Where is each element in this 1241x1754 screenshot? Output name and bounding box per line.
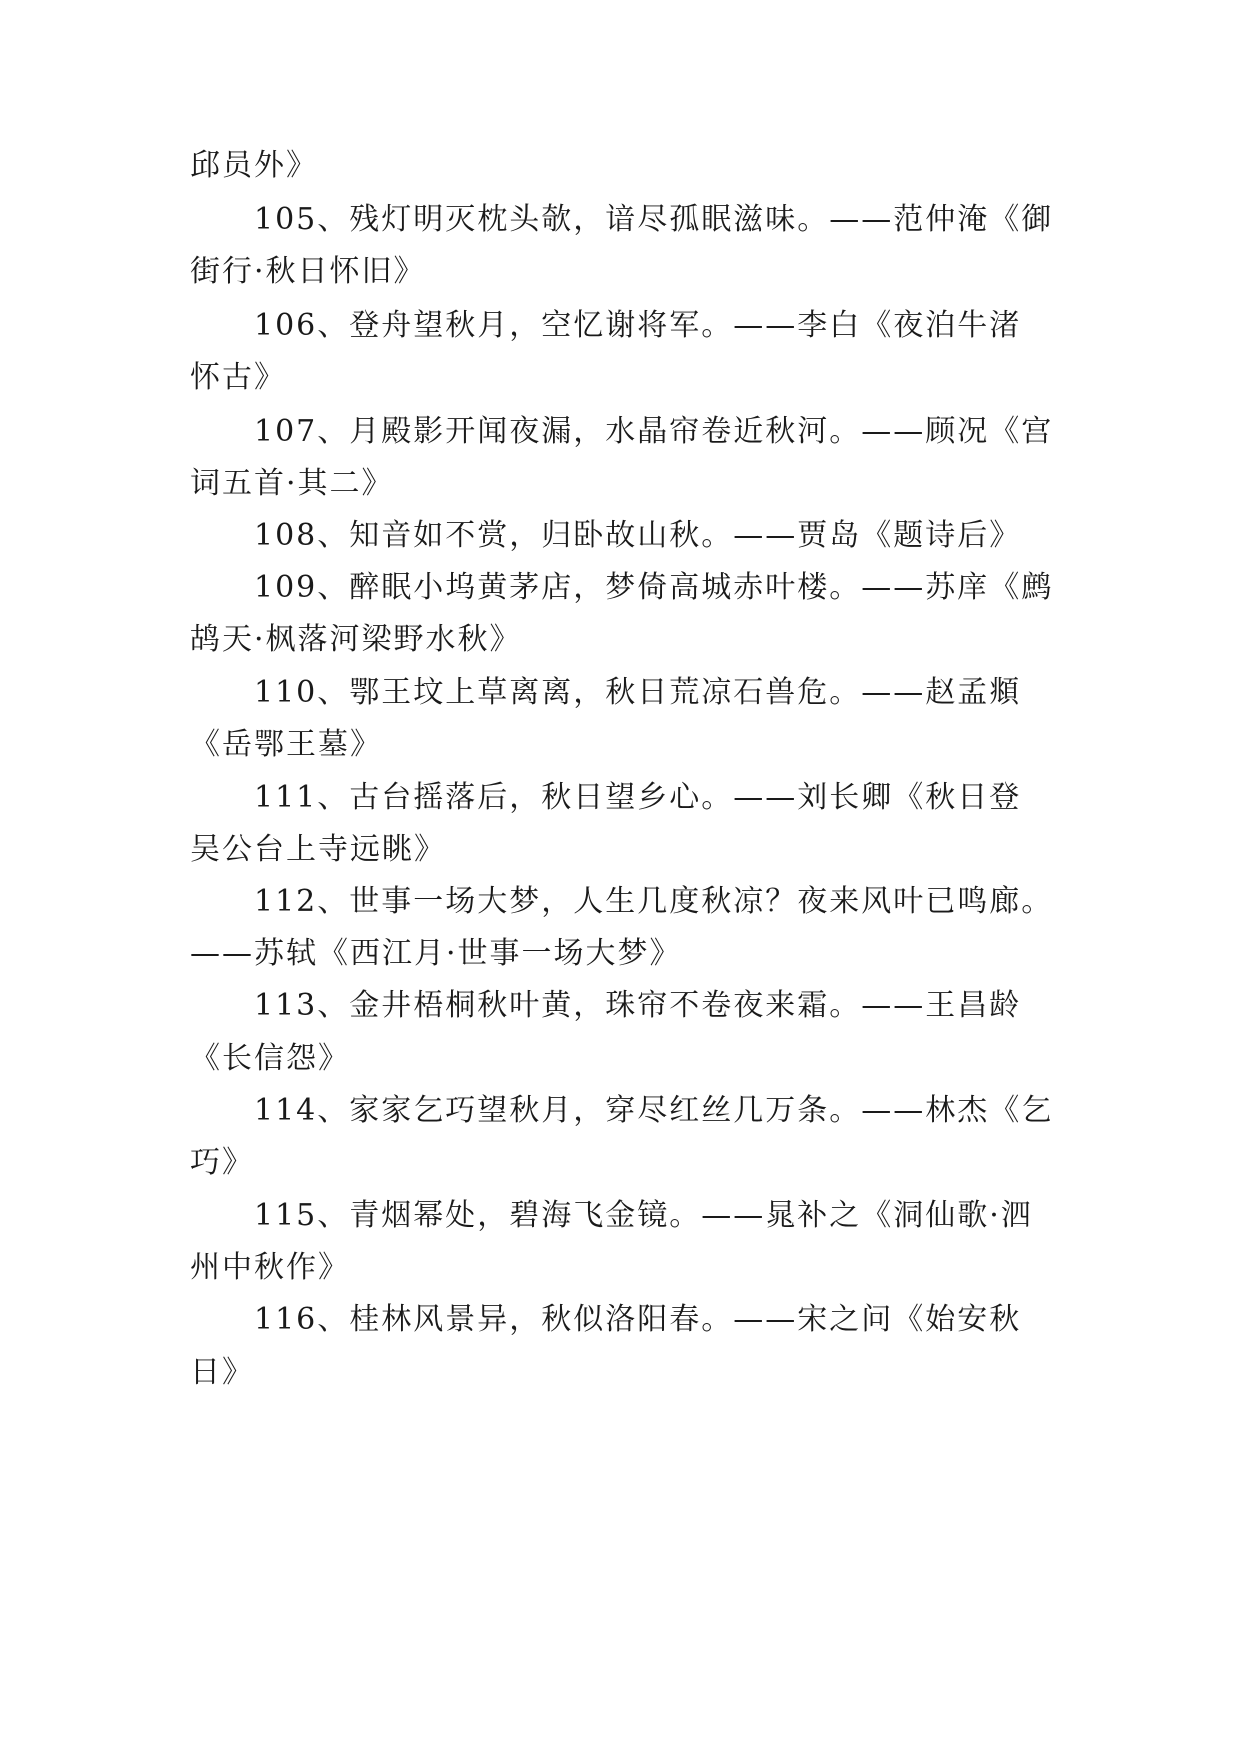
entry-110-line-2: 《岳鄂王墓》 [190,727,382,762]
entry-109-line-2: 鸪天·枫落河梁野水秋》 [190,622,522,657]
entry-107-line-1: 107、月殿影开闻夜漏，水晶帘卷近秋河。——顾况《宫 [254,414,1054,449]
entry-114-line-1: 114、家家乞巧望秋月，穿尽红丝几万条。——林杰《乞 [254,1093,1054,1128]
entry-111-line-2: 吴公台上寺远眺》 [190,832,446,867]
entry-105-line-2: 街行·秋日怀旧》 [190,254,426,289]
text-line: 邱员外》 [190,148,318,183]
entry-115-line-2: 州中秋作》 [190,1250,350,1285]
entry-116-line-1: 116、桂林风景异，秋似洛阳春。——宋之问《始安秋 [254,1302,1022,1337]
entry-111-line-1: 111、古台摇落后，秋日望乡心。——刘长卿《秋日登 [254,780,1022,815]
entry-112-line-1: 112、世事一场大梦，人生几度秋凉？夜来风叶已鸣廊。 [254,884,1054,919]
entry-110-line-1: 110、鄂王坟上草离离，秋日荒凉石兽危。——赵孟頫 [254,675,1022,710]
entry-105-line-1: 105、残灯明灭枕头欹，谙尽孤眠滋味。——范仲淹《御 [254,202,1054,237]
entry-106-line-2: 怀古》 [190,360,286,395]
entry-116-line-2: 日》 [190,1355,254,1390]
entry-112-line-2: ——苏轼《西江月·世事一场大梦》 [190,936,682,971]
entry-108-line-1: 108、知音如不赏，归卧故山秋。——贾岛《题诗后》 [254,518,1022,553]
entry-114-line-2: 巧》 [190,1145,254,1180]
entry-107-line-2: 词五首·其二》 [190,466,394,501]
entry-115-line-1: 115、青烟幂处，碧海飞金镜。——晁补之《洞仙歌·泗 [254,1198,1033,1233]
entry-109-line-1: 109、醉眠小坞黄茅店，梦倚高城赤叶楼。——苏庠《鹧 [254,570,1054,605]
entry-113-line-1: 113、金井梧桐秋叶黄，珠帘不卷夜来霜。——王昌龄 [254,988,1022,1023]
entry-113-line-2: 《长信怨》 [190,1041,350,1076]
entry-106-line-1: 106、登舟望秋月，空忆谢将军。——李白《夜泊牛渚 [254,308,1022,343]
